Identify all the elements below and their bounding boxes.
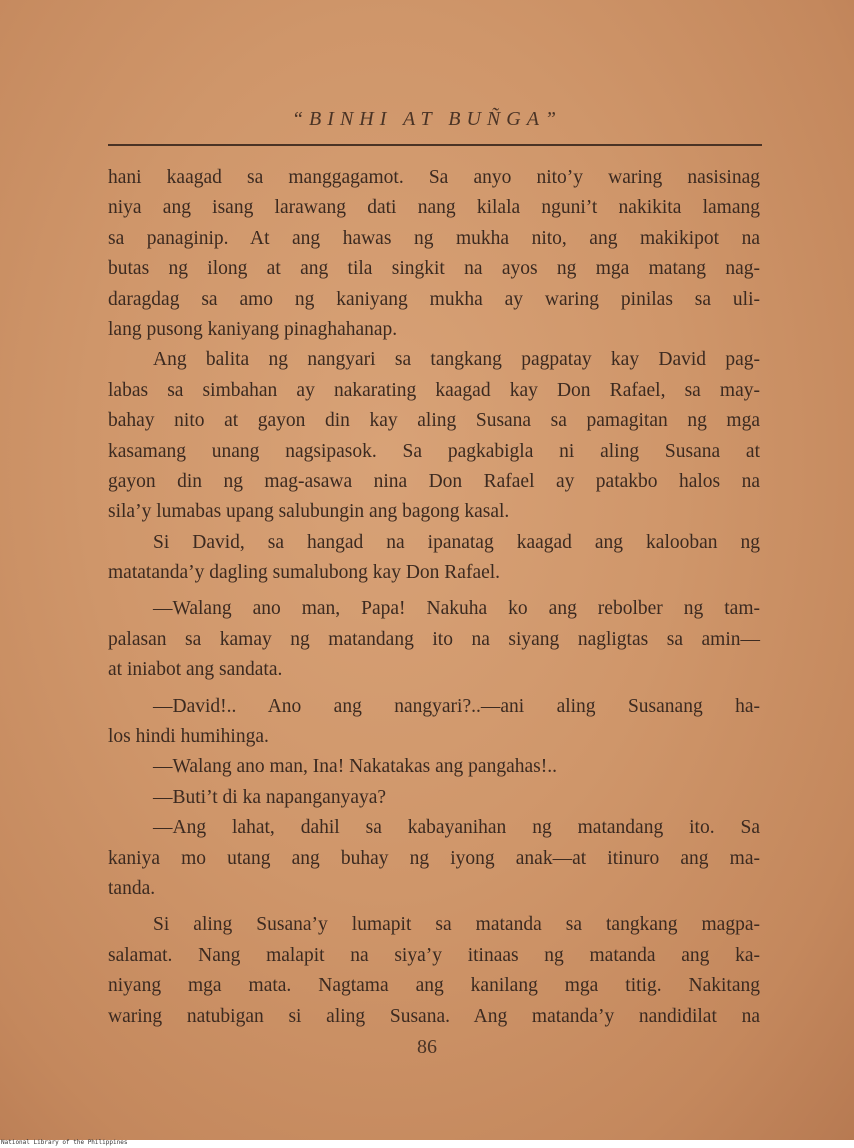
text-line: —David!.. Ano ang nangyari?..—ani aling Susanang ha- [153,695,760,717]
text-line: Si aling Susana’y lumapit sa matanda sa tangkang magpa- [153,914,760,936]
text-line: labas sa simbahan ay nakarating kaagad kay Don Rafael, sa may- [108,379,760,401]
text-line: hani kaagad sa manggagamot. Sa anyo nito’y waring nasisinag [108,167,760,188]
page-number: 86 [417,1036,437,1058]
footer-strip [0,1140,854,1148]
text-line: salamat. Nang malapit na siya’y itinaas ng matanda ang ka- [108,944,760,966]
text-line: lang pusong kaniyang pinaghahanap. [108,318,398,340]
text-line: kasamang unang nagsipasok. Sa pagkabigla ni aling Susana at [108,440,760,462]
text-line: los hindi humihinga. [108,726,269,748]
text-line: niya ang isang larawang dati nang kilala nguni’t nakikita lamang [108,197,760,219]
text-line: Ang balita ng nangyari sa tangkang pagpatay kay David pag- [153,349,760,371]
header-rule [108,144,762,146]
text-line: sila’y lumabas upang salubungin ang bagong kasal. [108,501,510,523]
text-line: Si David, sa hangad na ipanatag kaagad ang kalooban ng [153,531,760,553]
text-line: matatanda’y dagling sumalubong kay Don Rafael. [108,562,501,584]
text-line: —Walang ano man, Papa! Nakuha ko ang rebolber ng tam- [153,598,760,620]
text-line: —Ang lahat, dahil sa kabayanihan ng matandang ito. Sa [153,817,760,839]
body-text [108,163,760,1032]
text-line: daragdag sa amo ng kaniyang mukha ay waring pinilas sa uli- [108,288,760,310]
text-line: palasan sa kamay ng matandang ito na siyang nagligtas sa amin— [108,628,760,650]
text-line: bahay nito at gayon din kay aling Susana sa pamagitan ng mga [108,410,760,432]
text-line: butas ng ilong at ang tila singkit na ayos ng mga matang nag- [108,258,760,280]
text-line: niyang mga mata. Nagtama ang kanilang mga titig. Nakitang [108,975,760,997]
text-line: —Buti’t di ka napanganyaya? [153,786,387,808]
text-line: kaniya mo utang ang buhay ng iyong anak—at itinuro ang ma- [108,847,760,869]
text-line: waring natubigan si aling Susana. Ang matanda’y nandidilat na [108,1005,760,1027]
library-credit: National Library of the Philippines [1,1139,128,1146]
text-line: at iniabot ang sandata. [108,659,283,681]
text-line: gayon din ng mag-asawa nina Don Rafael ay patakbo halos na [108,470,760,492]
running-title: “BINHI AT BUÑGA” [291,108,563,130]
text-line: tanda. [108,877,156,899]
text-line: —Walang ano man, Ina! Nakatakas ang pangahas!.. [153,756,557,778]
text-line: sa panaginip. At ang hawas ng mukha nito, ang makikipot na [108,227,760,249]
